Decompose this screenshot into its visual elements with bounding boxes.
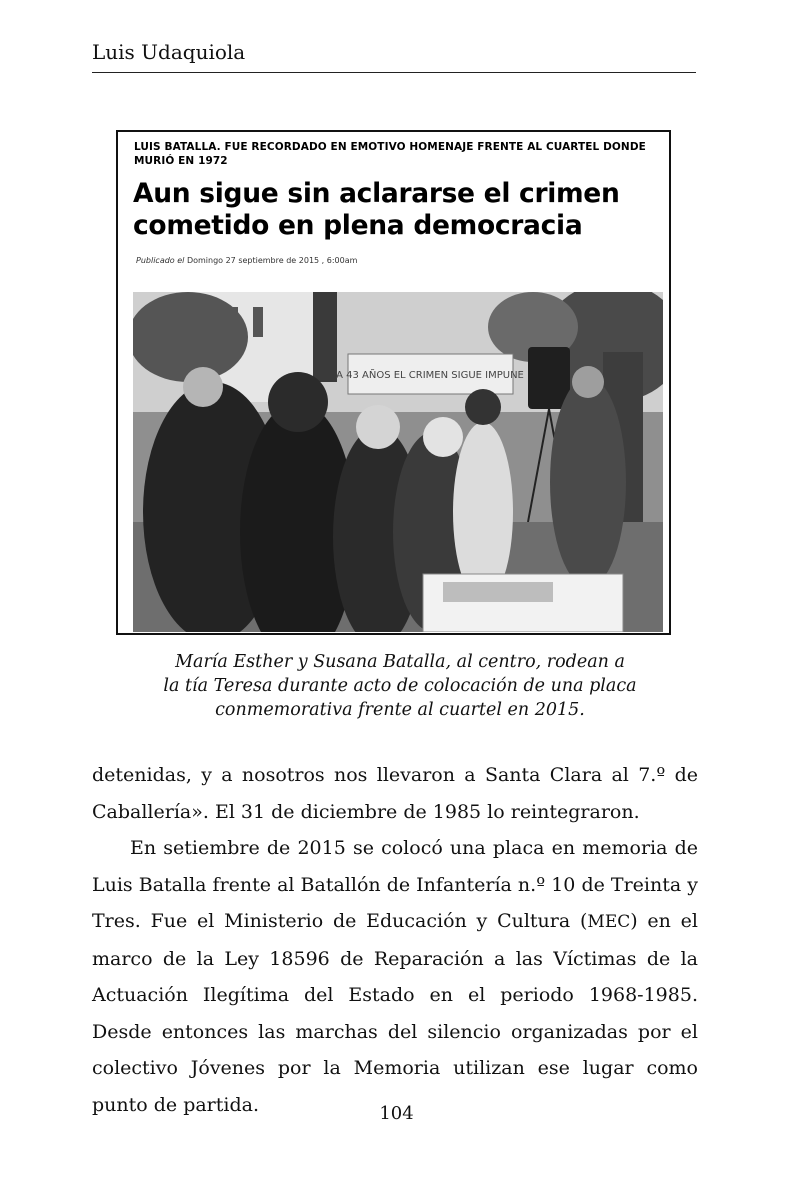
- body-text: [92, 757, 698, 1123]
- clipping-kicker: LUIS BATALLA. FUE RECORDADO EN EMOTIVO HOMENAJE FRENTE AL CUARTEL DONDE MURIÓ EN 1972: [134, 141, 646, 167]
- clipping-publication-date: [136, 256, 357, 265]
- memorial-photo: [133, 292, 663, 632]
- body-paragraph-2: [92, 830, 698, 1123]
- published-date: Domingo 27 septiembre de 2015 , 6:00am: [186, 256, 358, 265]
- page-number: 104: [379, 1103, 414, 1124]
- published-label: Publicado el: [136, 256, 185, 265]
- acronym-mec: MEC: [587, 912, 631, 932]
- photo-banner: [336, 354, 524, 394]
- body-paragraph-2-text: ) en el marco de la Ley 18596 de Reparación a las Víctimas de la Actuación Ilegítima del Estado en el periodo 1968-1985. Desde entonces las marchas del silencio organizadas por el colectivo Jóvenes por la Memoria utilizan ese lugar como punto de partida.: [92, 910, 699, 1116]
- clipping-headline: Aun sigue sin aclararse el crimen cometido en plena democracia: [133, 178, 620, 241]
- running-head-author: Luis Udaquiola: [92, 40, 246, 64]
- newspaper-clipping: [116, 130, 671, 635]
- caption-line: conmemorativa frente al cuartel en 2015.: [215, 700, 585, 720]
- body-paragraph-1: detenidas, y a nosotros nos llevaron a Santa Clara al 7.º de Caballería». El 31 de diciembre de 1985 lo reintegraron.: [92, 764, 698, 823]
- photo-caption: [100, 650, 700, 722]
- header-rule: [92, 72, 696, 73]
- body-paragraph-2-text: En setiembre de 2015 se colocó una placa en memoria de Luis Batalla frente al Batallón de Infantería n.º 10 de Treinta y Tres. Fue el Ministerio de Educación y Cultura (: [92, 837, 698, 932]
- caption-line: la tía Teresa durante acto de colocación de una placa: [163, 676, 637, 696]
- photo-banner-text: A 43 AÑOS EL CRIMEN SIGUE IMPUNE: [336, 370, 524, 381]
- caption-line: María Esther y Susana Batalla, al centro, rodean a: [175, 652, 625, 672]
